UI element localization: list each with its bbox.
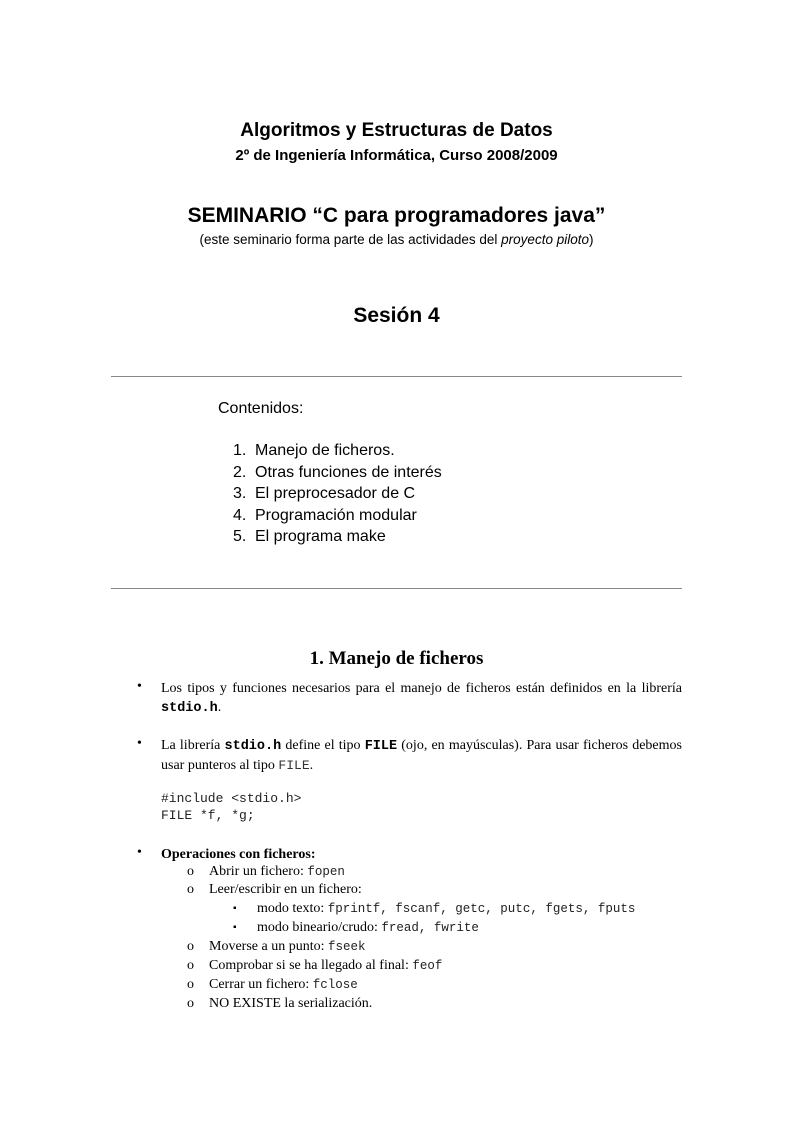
contents-item-label: El programa make	[255, 528, 386, 545]
bullet-icon: •	[137, 736, 142, 751]
contents-item-label: El preprocesador de C	[255, 485, 416, 502]
op-code: fprintf, fscanf, getc, putc, fgets, fputs	[327, 902, 636, 916]
session-title: Sesión 4	[353, 304, 440, 327]
circle-bullet-icon: o	[187, 958, 194, 973]
bullet-icon: •	[137, 679, 142, 694]
paragraph-text: Los tipos y funciones necesarios para el manejo de ficheros están definidos en la librería	[161, 681, 682, 696]
op-label: Cerrar un fichero:	[209, 977, 313, 992]
seminar-title: SEMINARIO “C para programadores java”	[187, 204, 606, 227]
op-close	[209, 977, 358, 993]
contents-item-num: 2.	[233, 463, 247, 481]
contents-item-label: Manejo de ficheros.	[255, 442, 395, 459]
code-block	[161, 790, 301, 824]
paragraph-text: .	[309, 758, 314, 773]
op-code: fread, fwrite	[381, 921, 479, 935]
op-label: Moverse a un punto:	[209, 939, 328, 954]
contents-item-label: Programación modular	[255, 506, 417, 524]
contents-item-num: 1.	[233, 442, 247, 459]
paragraph-text: .	[217, 700, 222, 715]
op-read-write: Leer/escribir en un fichero:	[209, 882, 362, 897]
bullet-icon: •	[137, 845, 142, 860]
degree-subtitle: 2º de Ingeniería Informática, Curso 2008/2009	[235, 147, 558, 164]
circle-bullet-icon: o	[187, 977, 194, 992]
op-label: modo texto:	[257, 901, 328, 916]
circle-bullet-icon: o	[187, 864, 194, 879]
op-eof	[209, 958, 442, 974]
op-open	[209, 864, 345, 880]
top-divider	[111, 376, 682, 377]
op-binary-mode	[257, 920, 479, 936]
contents-item-num: 5.	[233, 528, 247, 545]
paragraph-text: (ojo, en mayúsculas). Para usar ficheros debemos usar punteros al tipo	[161, 738, 682, 773]
contents-item	[233, 526, 442, 548]
square-bullet-icon: ▪	[233, 903, 237, 914]
contents-title: Contenidos:	[218, 400, 304, 417]
seminar-note-close: )	[588, 232, 594, 247]
contents-item-num: 4.	[233, 506, 247, 524]
op-code: fclose	[312, 978, 358, 992]
op-seek	[209, 939, 366, 955]
paragraph-text: La librería	[161, 738, 225, 753]
contents-item-label: Otras funciones de interés	[255, 463, 442, 481]
code-line: FILE *f, *g;	[161, 808, 255, 823]
inline-code: stdio.h	[224, 739, 282, 754]
section-title: 1. Manejo de ficheros	[309, 648, 484, 669]
circle-bullet-icon: o	[187, 882, 194, 897]
square-bullet-icon: ▪	[233, 922, 237, 933]
op-label: Abrir un fichero:	[209, 864, 308, 879]
op-code: feof	[412, 959, 443, 973]
paragraph-file-types	[161, 679, 682, 718]
contents-item	[233, 483, 442, 505]
inline-code: stdio.h	[161, 701, 218, 716]
inline-code: FILE	[278, 758, 310, 773]
seminar-note-italic: proyecto piloto	[501, 232, 589, 247]
op-code: fseek	[327, 940, 366, 954]
op-label: modo bineario/crudo:	[257, 920, 382, 935]
course-title: Algoritmos y Estructuras de Datos	[240, 120, 553, 141]
circle-bullet-icon: o	[187, 996, 194, 1011]
operations-title: Operaciones con ficheros:	[161, 847, 316, 862]
op-text-mode	[257, 901, 635, 917]
seminar-note	[0, 232, 793, 247]
paragraph-file-type	[161, 736, 682, 775]
contents-item-num: 3.	[233, 485, 247, 502]
op-code: fopen	[307, 865, 345, 879]
seminar-note-text: (este seminario forma parte de las actividades del	[199, 232, 502, 247]
op-serialization: NO EXISTE la serialización.	[209, 996, 373, 1011]
code-line: #include <stdio.h>	[161, 791, 302, 806]
op-label: Comprobar si se ha llegado al final:	[209, 958, 413, 973]
paragraph-text: define el tipo	[281, 738, 365, 753]
bottom-divider	[111, 588, 682, 589]
contents-item	[233, 505, 442, 527]
contents-list	[233, 440, 442, 548]
contents-item	[233, 440, 442, 462]
circle-bullet-icon: o	[187, 939, 194, 954]
inline-code: FILE	[364, 739, 398, 754]
contents-item	[233, 462, 442, 484]
